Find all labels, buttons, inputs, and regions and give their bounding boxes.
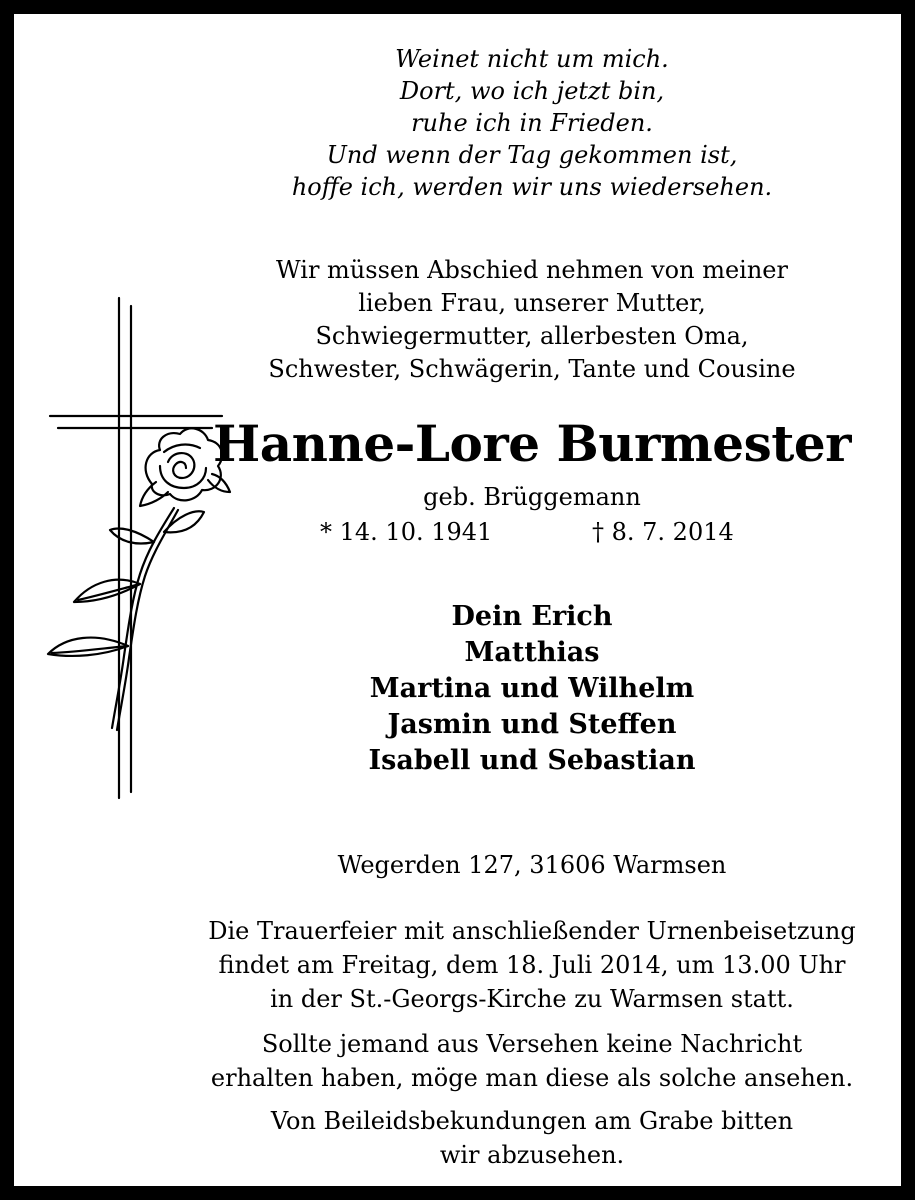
mourners-list [132, 599, 915, 779]
funeral-line: Die Trauerfeier mit anschließender Urnenbeisetzung [208, 917, 856, 945]
mourner: Isabell und Sebastian [368, 745, 696, 776]
missing-notice-line: Sollte jemand aus Versehen keine Nachricht [261, 1030, 803, 1058]
poem-line: ruhe ich in Frieden. [411, 109, 653, 137]
mourner: Jasmin und Steffen [387, 709, 677, 740]
condolences-note [132, 1104, 915, 1172]
deceased-name: Hanne-Lore Burmester [212, 414, 852, 473]
condolences-line: wir abzusehen. [439, 1141, 625, 1169]
poem-line: Und wenn der Tag gekommen ist, [326, 141, 738, 169]
intro-line: Wir müssen Abschied nehmen von meiner [276, 256, 788, 284]
farewell-intro [132, 254, 915, 386]
funeral-line: findet am Freitag, dem 18. Juli 2014, um 13.00 Uhr [218, 951, 846, 979]
mourner: Dein Erich [451, 601, 613, 632]
poem [132, 43, 915, 203]
condolences-line: Von Beileidsbekundungen am Grabe bitten [270, 1107, 794, 1135]
intro-line: Schwester, Schwägerin, Tante und Cousine [268, 355, 796, 383]
mourner: Matthias [464, 637, 600, 668]
poem-line: hoffe ich, werden wir uns wiedersehen. [291, 173, 773, 201]
birth-date: * 14. 10. 1941 [320, 518, 493, 546]
intro-line: Schwiegermutter, allerbesten Oma, [315, 322, 749, 350]
poem-line: Dort, wo ich jetzt bin, [399, 77, 665, 105]
missing-notice-line: erhalten haben, möge man diese als solche ansehen. [210, 1064, 854, 1092]
funeral-line: in der St.-Georgs-Kirche zu Warmsen statt. [270, 985, 794, 1013]
death-date: † 8. 7. 2014 [592, 518, 734, 546]
funeral-details [132, 914, 915, 1016]
birth-name: geb. Brüggemann [423, 483, 641, 511]
poem-line: Weinet nicht um mich. [395, 45, 669, 73]
missing-notice [132, 1027, 915, 1095]
mourner: Martina und Wilhelm [369, 673, 695, 704]
intro-line: lieben Frau, unserer Mutter, [358, 289, 706, 317]
address: Wegerden 127, 31606 Warmsen [337, 851, 727, 879]
